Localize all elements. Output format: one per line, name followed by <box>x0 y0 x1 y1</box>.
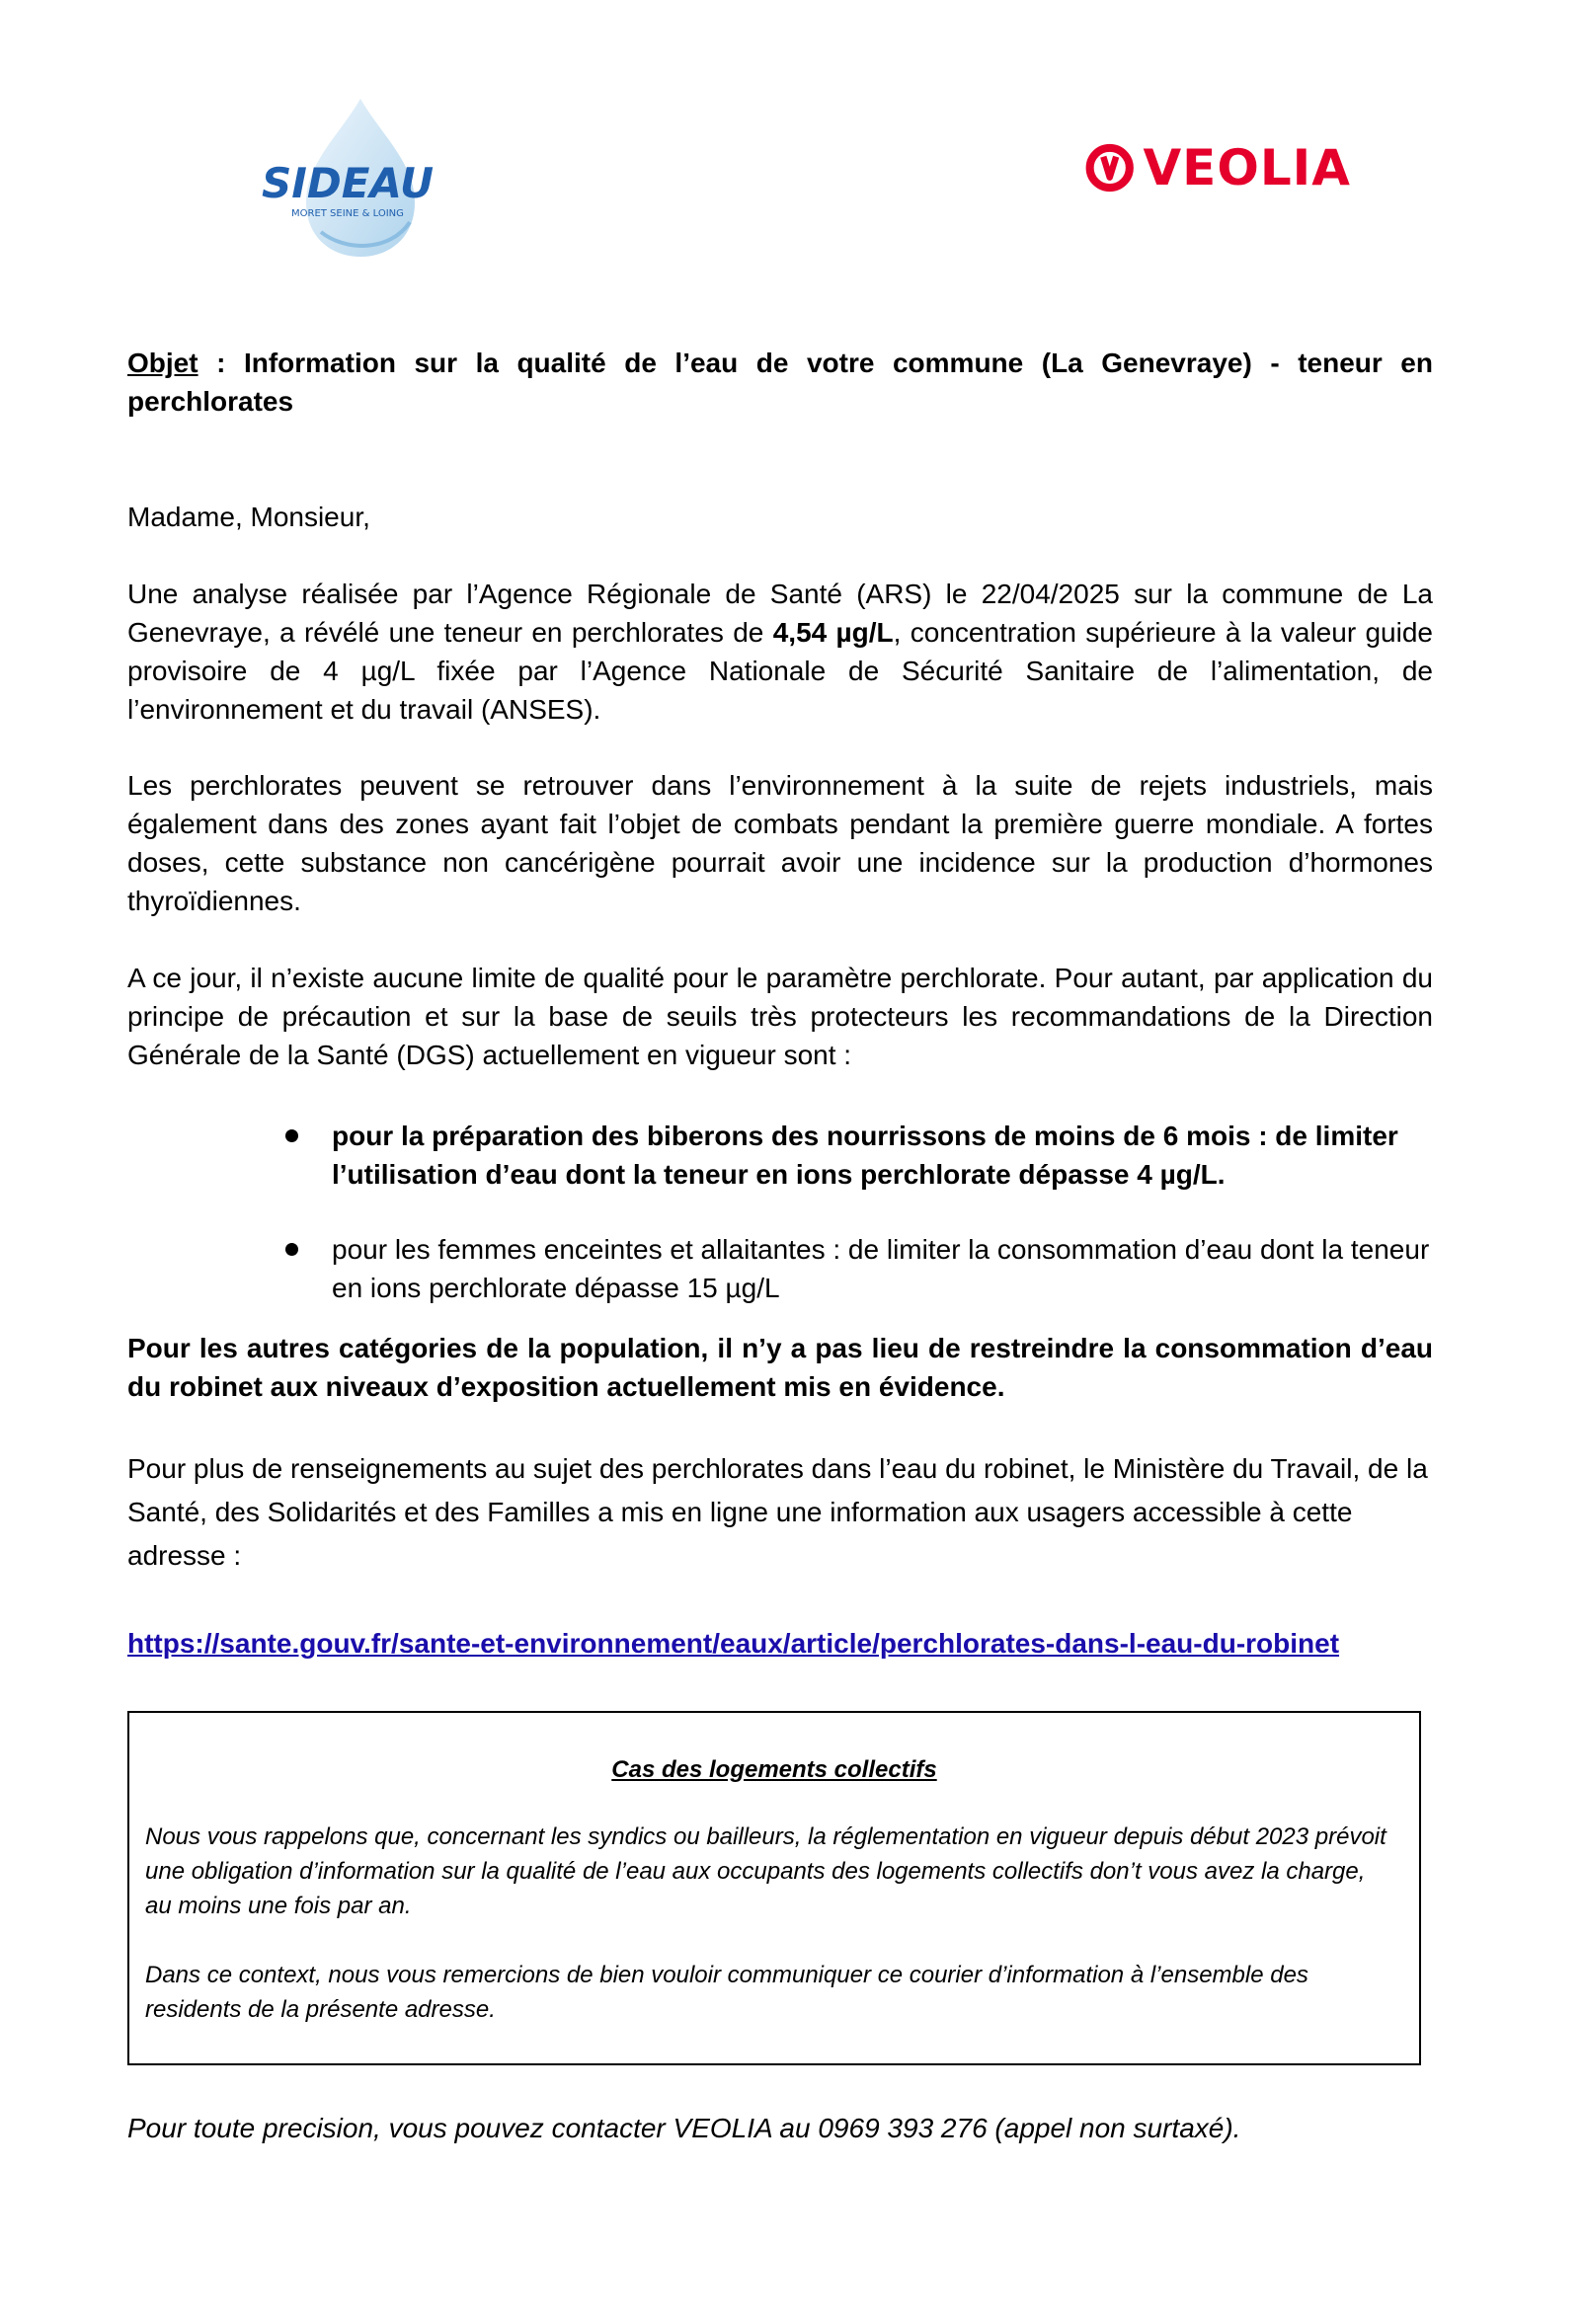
sideau-logo-name: SIDEAU <box>262 159 435 207</box>
veolia-logo <box>1084 132 1351 203</box>
box-title: Cas des logements collectifs <box>611 1756 937 1783</box>
subject-text: : Information sur la qualité de l’eau de votre commune (La Genevraye) - teneur en perchlorates <box>127 348 1433 417</box>
paragraph-more-info: Pour plus de renseignements au sujet des perchlorates dans l’eau du robinet, le Ministère du Travail, de la Santé, des Solidarités et des Familles a mis en ligne une information aux usagers accessible à cette adresse : <box>127 1453 1428 1571</box>
contact-note: Pour toute precision, vous pouvez contacter VEOLIA au 0969 393 276 (appel non surtaxé). <box>127 2113 1241 2143</box>
paragraph-analysis <box>127 575 1433 729</box>
veolia-logo-text: VEOLIA <box>1143 139 1351 196</box>
box-paragraph-regulation: Nous vous rappelons que, concernant les syndics ou bailleurs, la réglementation en vigueur depuis début 2023 prévoit une obligation d’information sur la qualité de l’eau aux occupants des logements collectifs don’t vous avez la charge, au moins une fois par an. <box>145 1823 1386 1919</box>
bullet-pregnant-text: pour les femmes enceintes et allaitantes : de limiter la consommation d’eau dont la teneur en ions perchlorate dépasse 15 µg/L <box>332 1234 1430 1303</box>
bullet-pregnant <box>281 1230 1433 1307</box>
sideau-logo <box>252 94 449 262</box>
sideau-logo-subtitle: MORET SEINE & LOING <box>291 208 404 219</box>
paragraph-recommendations: A ce jour, il n’existe aucune limite de qualité pour le paramètre perchlorate. Pour autant, par application du principe de précaution et sur la base de seuils très protecteurs les recommandations de la Direction Générale de la Santé (DGS) actuellement en vigueur sont : <box>127 963 1433 1070</box>
sante-gouv-link[interactable]: https://sante.gouv.fr/sante-et-environnement/eaux/article/perchlorates-dans-l-eau-du-robinet <box>127 1628 1340 1659</box>
subject-label: Objet <box>127 348 198 378</box>
bullet-infants-text: pour la préparation des biberons des nourrissons de moins de 6 mois : de limiter l’utilisation d’eau dont la teneur en ions perchlorate dépasse 4 µg/L. <box>332 1121 1398 1190</box>
collective-housing-box <box>127 1711 1421 2065</box>
greeting: Madame, Monsieur, <box>127 502 370 532</box>
bullet-dot-icon <box>285 1243 298 1256</box>
paragraph-perchlorate-origin: Les perchlorates peuvent se retrouver dans l’environnement à la suite de rejets industriels, mais également dans des zones ayant fait l’objet de combats pendant la première guerre mondiale. A fortes doses, cette substance non cancérigène pourrait avoir une incidence sur la production d’hormones thyroïdiennes. <box>127 770 1433 916</box>
bullet-dot-icon <box>285 1129 298 1142</box>
veolia-mark-icon <box>1084 136 1135 199</box>
perchlorate-value: 4,54 µg/L <box>772 617 894 648</box>
water-drop-icon <box>252 94 449 262</box>
box-paragraph-request: Dans ce context, nous vous remercions de bien vouloir communiquer ce courier d’information à l’ensemble des residents de la présente adresse. <box>145 1962 1308 2023</box>
subject-line <box>127 344 1433 421</box>
bullet-infants <box>281 1117 1433 1194</box>
paragraph-other-population: Pour les autres catégories de la population, il n’y a pas lieu de restreindre la consommation d’eau du robinet aux niveaux d’exposition actuellement mis en évidence. <box>127 1333 1433 1402</box>
info-link-line <box>127 1624 1433 1663</box>
paragraph-analysis-after: , concentration supérieure à la valeur guide provisoire de 4 µg/L fixée par l’Agence Nationale de Sécurité Sanitaire de l’alimentation, de l’environnement et du travail (ANSES). <box>127 617 1433 725</box>
paragraph-analysis-before: Une analyse réalisée par l’Agence Régionale de Santé (ARS) le 22/04/2025 sur la commune de La Genevraye, a révélé une teneur en perchlorates de <box>127 579 1433 648</box>
